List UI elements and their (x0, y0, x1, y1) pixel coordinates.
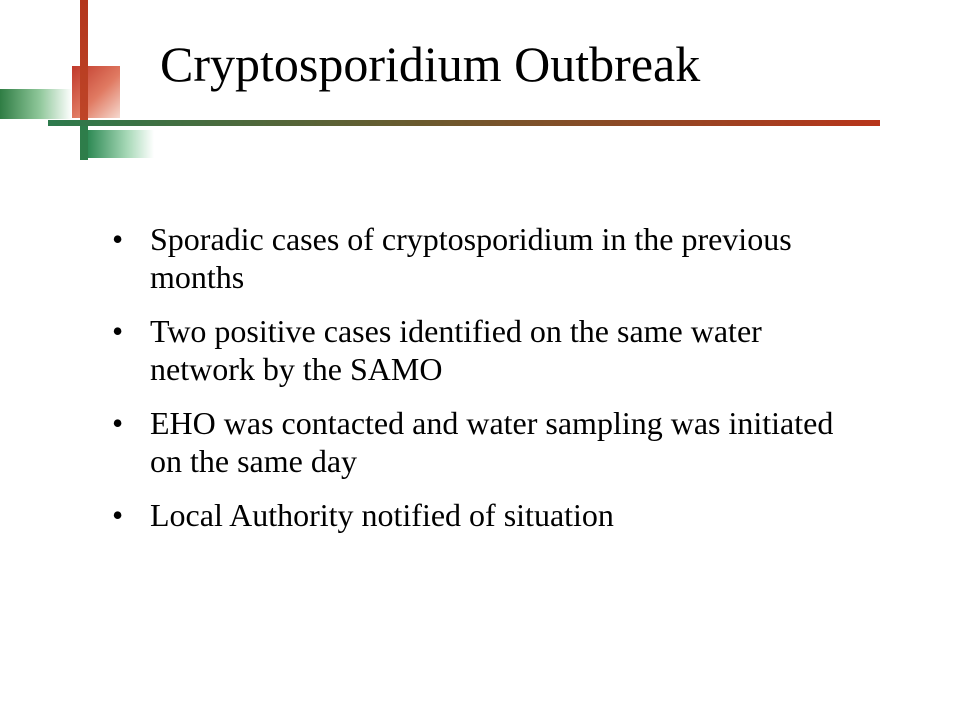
bullet-text: Local Authority notified of situation (150, 497, 614, 533)
title-underline-rule (48, 120, 880, 126)
bullet-list (110, 220, 870, 550)
slide-title: Cryptosporidium Outbreak (160, 36, 701, 92)
decorative-green-vertical-line (80, 122, 88, 160)
decorative-green-square (88, 130, 154, 158)
bullet-icon: • (112, 405, 124, 441)
decorative-green-bar (0, 89, 72, 119)
bullet-item (110, 404, 870, 480)
bullet-item (110, 312, 870, 388)
bullet-text: Two positive cases identified on the same water network by the SAMO (150, 313, 762, 387)
bullet-icon: • (112, 313, 124, 349)
bullet-text: EHO was contacted and water sampling was initiated on the same day (150, 405, 834, 479)
bullet-icon: • (112, 221, 124, 257)
bullet-item (110, 220, 870, 296)
bullet-icon: • (112, 497, 124, 533)
bullet-text: Sporadic cases of cryptosporidium in the previous months (150, 221, 792, 295)
bullet-item (110, 496, 870, 534)
